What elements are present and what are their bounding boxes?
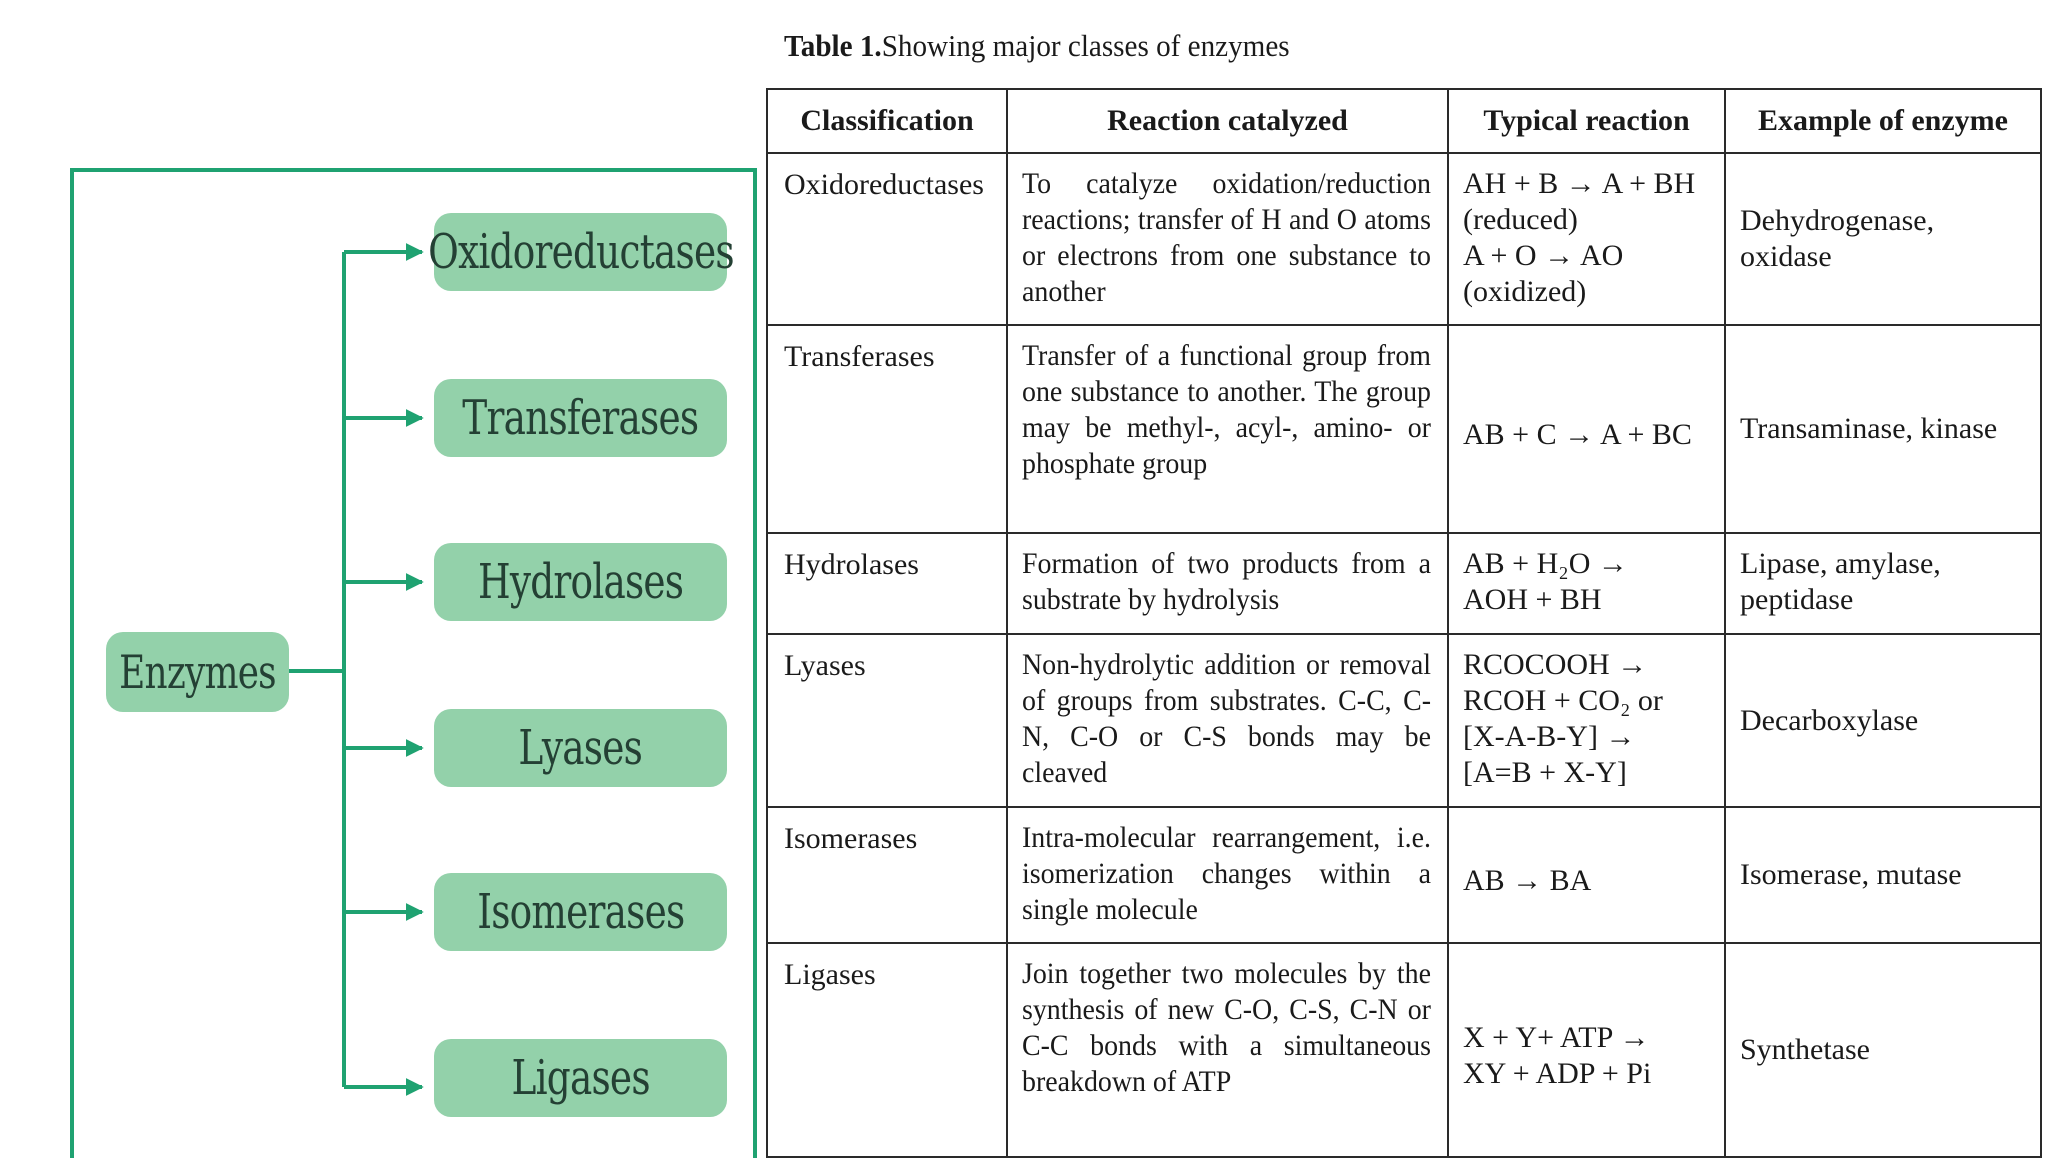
caption-label: Table 1. xyxy=(784,28,882,63)
example-line: Synthetase xyxy=(1740,1033,1870,1066)
reaction-text: Intra-molecular rearrangement, i.e. isomerization changes within a single molecule xyxy=(1022,821,1431,926)
cell-example xyxy=(1725,634,2041,807)
cell-classification: Hydrolases xyxy=(767,533,1007,634)
cell-example xyxy=(1725,153,2041,325)
reaction-text: Join together two molecules by the synthesis of new C-O, C-S, C-N or C-C bonds with a simultaneous breakdown of ATP xyxy=(1022,957,1431,1098)
class-box-oxidoreductases xyxy=(427,213,734,291)
enzymes-root-label: Enzymes xyxy=(119,645,276,699)
class-label: Hydrolases xyxy=(477,554,684,610)
table-header-row xyxy=(767,89,2041,153)
example-line: Transaminase, kinase xyxy=(1740,412,1998,445)
cell-reaction-catalyzed xyxy=(1007,153,1448,325)
reaction-text: To catalyze oxidation/reduction reactions; transfer of H and O atoms or electrons from one substance to another xyxy=(1022,167,1431,308)
class-box-lyases xyxy=(434,709,727,787)
cell-reaction-catalyzed xyxy=(1007,533,1448,634)
reaction-text: Transfer of a functional group from one substance to another. The group may be methyl-, acyl-, amino- or phosphate group xyxy=(1022,339,1431,480)
class-label: Transferases xyxy=(462,390,699,446)
reaction-line: AB + C → A + BC xyxy=(1463,418,1692,451)
table-row xyxy=(767,533,2041,634)
header-reaction-catalyzed: Reaction catalyzed xyxy=(1007,89,1448,153)
class-label: Isomerases xyxy=(476,884,685,940)
reaction-line: AB + H₂O → xyxy=(1463,547,1628,580)
cell-reaction-catalyzed xyxy=(1007,943,1448,1157)
reaction-line: RCOCOOH → xyxy=(1463,648,1648,681)
reaction-line: [X-A-B-Y] → xyxy=(1463,720,1636,753)
enzymes-root-box xyxy=(106,632,289,712)
reaction-line: AOH + BH xyxy=(1463,583,1602,616)
cell-typical-reaction xyxy=(1448,634,1725,807)
header-classification: Classification xyxy=(767,89,1007,153)
cell-example xyxy=(1725,325,2041,533)
enzyme-classes-diagram xyxy=(70,168,757,1158)
header-example-of-enzyme: Example of enzyme xyxy=(1725,89,2041,153)
cell-reaction-catalyzed xyxy=(1007,807,1448,943)
cell-classification: Lyases xyxy=(767,634,1007,807)
class-box-transferases xyxy=(434,379,727,457)
table-row xyxy=(767,807,2041,943)
cell-example xyxy=(1725,943,2041,1157)
cell-classification: Isomerases xyxy=(767,807,1007,943)
class-label: Oxidoreductases xyxy=(427,224,734,280)
table-row xyxy=(767,634,2041,807)
example-line: Decarboxylase xyxy=(1740,703,1919,737)
example-line: Isomerase, mutase xyxy=(1740,858,1962,891)
example-line: peptidase xyxy=(1740,583,1854,616)
enzyme-classes-table xyxy=(766,88,2042,1158)
reaction-line: [A=B + X-Y] xyxy=(1463,756,1627,789)
class-box-ligases xyxy=(434,1039,727,1117)
table-row xyxy=(767,943,2041,1157)
header-typical-reaction: Typical reaction xyxy=(1448,89,1725,153)
table-row xyxy=(767,153,2041,325)
cell-typical-reaction xyxy=(1448,533,1725,634)
table-caption xyxy=(784,26,1290,66)
cell-typical-reaction xyxy=(1448,153,1725,325)
caption-text: Showing major classes of enzymes xyxy=(881,28,1290,63)
reaction-line: XY + ADP + Pi xyxy=(1463,1057,1652,1090)
cell-typical-reaction xyxy=(1448,807,1725,943)
example-line: Dehydrogenase, xyxy=(1740,204,1935,237)
table-row xyxy=(767,325,2041,533)
reaction-line: RCOH + CO₂ or xyxy=(1463,684,1663,717)
reaction-line: (oxidized) xyxy=(1463,275,1587,308)
cell-classification: Oxidoreductases xyxy=(767,153,1007,325)
cell-classification: Transferases xyxy=(767,325,1007,533)
example-line: oxidase xyxy=(1740,240,1832,273)
reaction-line: A + O → AO xyxy=(1463,239,1624,272)
class-box-hydrolases xyxy=(434,543,727,621)
reaction-line: (reduced) xyxy=(1463,203,1578,236)
reaction-text: Formation of two products from a substrate by hydrolysis xyxy=(1022,547,1431,616)
reaction-line: AB → BA xyxy=(1463,864,1592,897)
cell-reaction-catalyzed xyxy=(1007,325,1448,533)
class-label: Lyases xyxy=(518,720,643,776)
reaction-text: Non-hydrolytic addition or removal of groups from substrates. C-C, C-N, C-O or C-S bonds may be cleaved xyxy=(1022,648,1431,789)
class-label: Ligases xyxy=(511,1050,650,1106)
cell-example xyxy=(1725,807,2041,943)
example-line: Lipase, amylase, xyxy=(1740,547,1941,580)
cell-reaction-catalyzed xyxy=(1007,634,1448,807)
cell-typical-reaction xyxy=(1448,943,1725,1157)
reaction-line: AH + B → A + BH xyxy=(1463,167,1696,200)
reaction-line: X + Y+ ATP → xyxy=(1463,1021,1650,1054)
cell-typical-reaction xyxy=(1448,325,1725,533)
cell-example xyxy=(1725,533,2041,634)
class-box-isomerases xyxy=(434,873,727,951)
cell-classification: Ligases xyxy=(767,943,1007,1157)
